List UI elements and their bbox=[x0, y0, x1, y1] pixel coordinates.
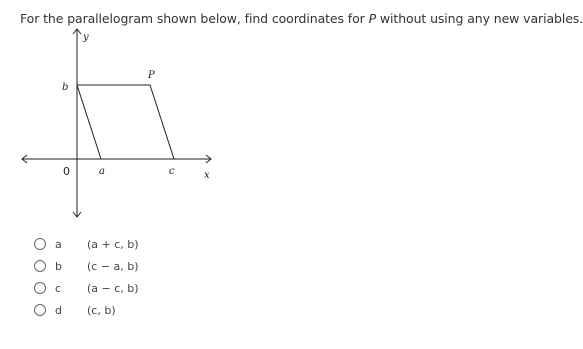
option-letter: a bbox=[55, 237, 62, 251]
radio-icon[interactable] bbox=[34, 282, 46, 294]
radio-icon[interactable] bbox=[34, 260, 46, 272]
label-p: P bbox=[148, 70, 155, 81]
radio-icon[interactable] bbox=[34, 238, 46, 250]
axis-x-label: x bbox=[204, 170, 210, 181]
question-text-before: For the parallelogram shown below, find coordinates for bbox=[20, 11, 369, 26]
option-letter: c bbox=[55, 281, 62, 295]
option-text: (c, b) bbox=[87, 303, 116, 317]
origin-label: 0 bbox=[63, 165, 70, 178]
radio-icon[interactable] bbox=[34, 304, 46, 316]
option-letter: b bbox=[55, 259, 62, 273]
option-text: (c − a, b) bbox=[87, 259, 139, 273]
axis-y-label: y bbox=[83, 32, 89, 43]
option-text: (a + c, b) bbox=[87, 237, 139, 251]
option-b[interactable] bbox=[34, 255, 139, 277]
answer-options bbox=[34, 233, 139, 321]
option-text: (a − c, b) bbox=[87, 281, 139, 295]
option-c[interactable] bbox=[34, 277, 139, 299]
label-b: b bbox=[62, 82, 69, 93]
option-a[interactable] bbox=[34, 233, 139, 255]
option-d[interactable] bbox=[34, 299, 139, 321]
question-variable: P bbox=[368, 11, 377, 26]
option-letter: d bbox=[55, 303, 62, 317]
parallelogram-shape bbox=[77, 85, 174, 159]
question-text-after: without using any new variables. bbox=[376, 11, 583, 26]
label-c: c bbox=[169, 166, 175, 177]
label-a: a bbox=[99, 166, 105, 177]
